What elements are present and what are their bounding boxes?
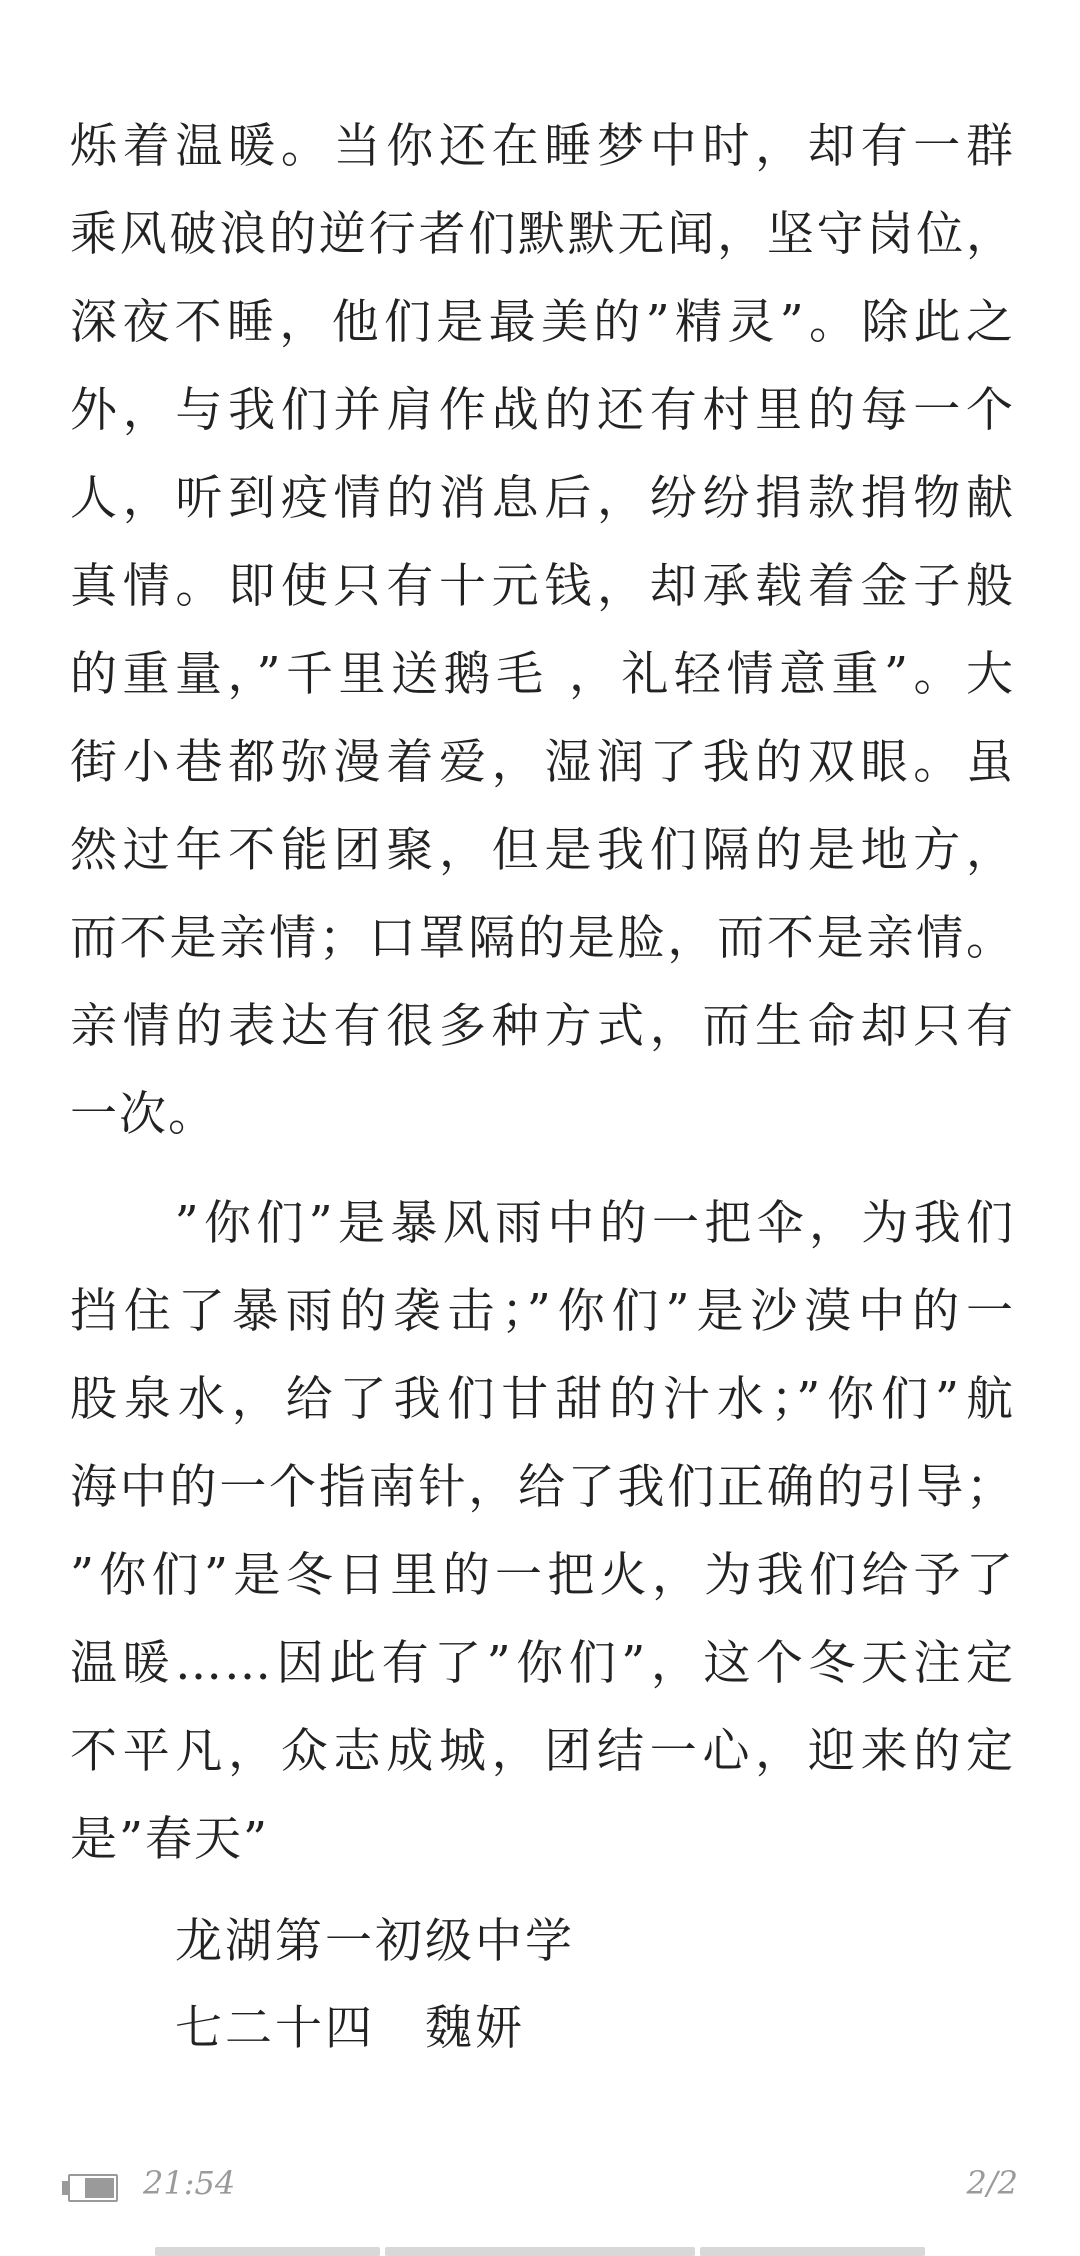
text-line: ”你们”是暴风雨中的一把伞，为我们 xyxy=(70,1196,1015,1251)
progress-segment xyxy=(385,2247,695,2256)
text-line: 股泉水，给了我们甘甜的汁水；”你们”航 xyxy=(70,1372,1015,1427)
text-line: 街小巷都弥漫着爱，湿润了我的双眼。虽 xyxy=(70,735,1015,790)
text-line: 烁着温暖。当你还在睡梦中时，却有一群 xyxy=(70,119,1015,174)
paragraph-1 xyxy=(70,103,1015,1159)
text-line: 海中的一个指南针，给了我们正确的引导； xyxy=(70,1460,1015,1515)
text-line: 挡住了暴雨的袭击；”你们”是沙漠中的一 xyxy=(70,1284,1015,1339)
progress-segment xyxy=(700,2247,925,2256)
text-line: 温暖……因此有了”你们”，这个冬天注定 xyxy=(70,1636,1015,1691)
page-indicator: 2/2 xyxy=(966,2164,1018,2202)
progress-segment xyxy=(155,2247,380,2256)
clock-time: 21:54 xyxy=(143,2164,236,2202)
text-line: 是”春天” xyxy=(70,1812,270,1867)
text-line: 一次。 xyxy=(70,1087,217,1142)
battery-level xyxy=(85,2178,114,2198)
text-line: 然过年不能团聚，但是我们隔的是地方， xyxy=(70,823,1015,878)
text-line: 真情。即使只有十元钱，却承载着金子般 xyxy=(70,559,1015,614)
text-line: 而不是亲情；口罩隔的是脸，而不是亲情。 xyxy=(70,911,1015,966)
text-line: 的重量，”千里送鹅毛 ，礼轻情意重”。大 xyxy=(70,647,1015,702)
text-line: 人，听到疫情的消息后，纷纷捐款捐物献 xyxy=(70,471,1015,526)
text-line: 不平凡，众志成城，团结一心，迎来的定 xyxy=(70,1724,1015,1779)
paragraph-2 xyxy=(70,1180,1015,1884)
text-line: 深夜不睡，他们是最美的”精灵”。除此之 xyxy=(70,295,1015,350)
author-name: 七二十四 魏妍 xyxy=(175,2001,525,2056)
bottom-progress-bars xyxy=(0,2247,1080,2256)
text-line: 乘风破浪的逆行者们默默无闻，坚守岗位， xyxy=(70,207,1015,262)
text-line: ”你们”是冬日里的一把火，为我们给予了 xyxy=(70,1548,1015,1603)
school-name: 龙湖第一初级中学 xyxy=(175,1914,575,1969)
battery-icon xyxy=(62,2172,122,2204)
status-footer xyxy=(0,2150,1080,2230)
battery-body xyxy=(68,2174,118,2202)
text-line: 亲情的表达有很多种方式，而生命却只有 xyxy=(70,999,1015,1054)
text-line: 外，与我们并肩作战的还有村里的每一个 xyxy=(70,383,1015,438)
